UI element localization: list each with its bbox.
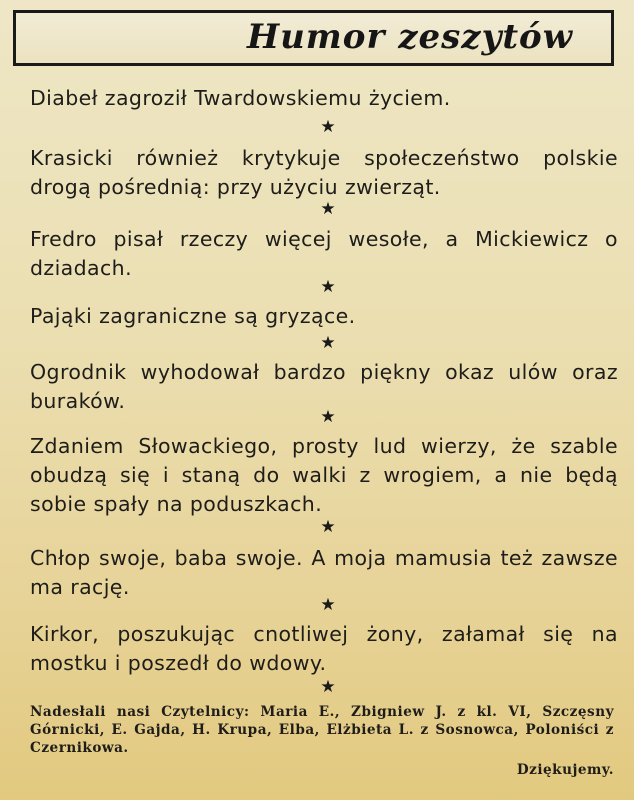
star-separator-icon: ★ [320, 117, 336, 137]
joke-item-5: Ogrodnik wyhodował bardzo piękny okaz ulów oraz buraków. [30, 360, 618, 413]
header-box [13, 10, 614, 66]
contributors-credits: Nadesłali nasi Czytelnicy: Maria E., Zbigniew J. z kl. VI, Szczęsny Górnicki, E. Gajda, H. Krupa, Elba, Elżbieta L. z Sosnowca, Poloniści z Czernikowa. [30, 704, 614, 756]
star-separator-icon: ★ [320, 517, 336, 537]
page-title: Humor zeszytów [246, 17, 573, 57]
joke-item-6: Zdaniem Słowackiego, prosty lud wierzy, że szable obudzą się i staną do walki z wrogiem, a nie będą sobie spały na poduszkach. [30, 434, 618, 516]
thanks-note: Dziękujemy. [516, 762, 614, 778]
star-separator-icon: ★ [320, 333, 336, 353]
star-separator-icon: ★ [320, 277, 336, 297]
joke-item-7: Chłop swoje, baba swoje. A moja mamusia też zawsze ma rację. [30, 546, 618, 599]
star-separator-icon: ★ [320, 407, 336, 427]
joke-item-8: Kirkor, poszukując cnotliwej żony, załamał się na mostku i poszedł do wdowy. [30, 622, 618, 675]
joke-item-4: Pająki zagraniczne są gryzące. [30, 304, 356, 328]
joke-item-1: Diabeł zagroził Twardowskiemu życiem. [30, 86, 451, 110]
joke-item-2: Krasicki również krytykuje społeczeństwo polskie drogą pośrednią: przy użyciu zwierząt. [30, 146, 618, 199]
star-separator-icon: ★ [320, 677, 336, 697]
star-separator-icon: ★ [320, 199, 336, 219]
joke-item-3: Fredro pisał rzeczy więcej wesołe, a Mickiewicz o dziadach. [30, 227, 618, 280]
star-separator-icon: ★ [320, 595, 336, 615]
